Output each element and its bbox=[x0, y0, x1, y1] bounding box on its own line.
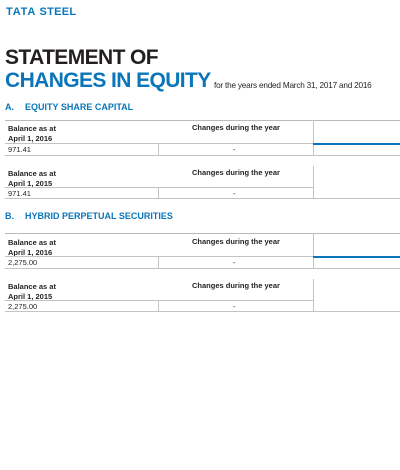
column-divider bbox=[313, 166, 314, 198]
section-b-heading bbox=[5, 211, 173, 221]
logo-word-steel: STEEL bbox=[39, 6, 77, 18]
header-rule bbox=[5, 300, 313, 301]
header-rule bbox=[5, 143, 313, 144]
row-rule bbox=[5, 198, 400, 199]
section-a-number: A. bbox=[5, 102, 14, 112]
header-rule bbox=[5, 256, 313, 257]
column-divider bbox=[313, 120, 314, 155]
table-top-rule bbox=[5, 120, 400, 121]
balance-label-line2: April 1, 2016 bbox=[8, 247, 53, 257]
changes-value: - bbox=[233, 145, 236, 154]
page-title-line1: STATEMENT OF bbox=[5, 46, 159, 69]
balance-label-line1: Balance as at bbox=[8, 238, 56, 247]
section-a-title: EQUITY SHARE CAPITAL bbox=[25, 102, 134, 112]
balance-value: 2,275.00 bbox=[8, 258, 38, 267]
page-subtitle: for the years ended March 31, 2017 and 2016 bbox=[214, 81, 372, 90]
changes-column-header: Changes during the year bbox=[192, 123, 280, 132]
section-b-number: B. bbox=[5, 211, 14, 221]
balance-label-line1: Balance as at bbox=[8, 169, 56, 178]
page-title-line2: CHANGES IN EQUITY bbox=[5, 69, 211, 92]
changes-value: - bbox=[233, 258, 236, 267]
balance-value: 971.41 bbox=[8, 189, 31, 198]
column-divider bbox=[158, 256, 159, 268]
changes-column-header: Changes during the year bbox=[192, 281, 280, 290]
total-column-bar bbox=[313, 143, 400, 145]
row-rule bbox=[5, 268, 400, 269]
table-top-rule bbox=[5, 233, 400, 234]
header-rule bbox=[5, 187, 313, 188]
column-divider bbox=[158, 143, 159, 155]
balance-label-line2: April 1, 2015 bbox=[8, 178, 53, 188]
balance-label-line2: April 1, 2016 bbox=[8, 133, 53, 143]
balance-label bbox=[8, 282, 56, 301]
balance-label-line2: April 1, 2015 bbox=[8, 291, 53, 301]
column-divider bbox=[313, 279, 314, 311]
changes-column-header: Changes during the year bbox=[192, 237, 280, 246]
section-b-title: HYBRID PERPETUAL SECURITIES bbox=[25, 211, 173, 221]
column-divider bbox=[313, 233, 314, 268]
total-column-bar bbox=[313, 256, 400, 258]
balance-label bbox=[8, 124, 56, 143]
section-a-heading bbox=[5, 102, 133, 112]
changes-value: - bbox=[233, 302, 236, 311]
balance-value: 971.41 bbox=[8, 145, 31, 154]
row-rule bbox=[5, 311, 400, 312]
column-divider bbox=[158, 187, 159, 198]
balance-label-line1: Balance as at bbox=[8, 282, 56, 291]
changes-column-header: Changes during the year bbox=[192, 168, 280, 177]
tata-steel-logo bbox=[6, 6, 76, 18]
balance-value: 2,275.00 bbox=[8, 302, 38, 311]
row-rule bbox=[5, 155, 400, 156]
logo-word-tata: TATA bbox=[6, 6, 37, 18]
balance-label bbox=[8, 169, 56, 188]
balance-label-line1: Balance as at bbox=[8, 124, 56, 133]
changes-value: - bbox=[233, 189, 236, 198]
balance-label bbox=[8, 238, 56, 257]
column-divider bbox=[158, 300, 159, 311]
